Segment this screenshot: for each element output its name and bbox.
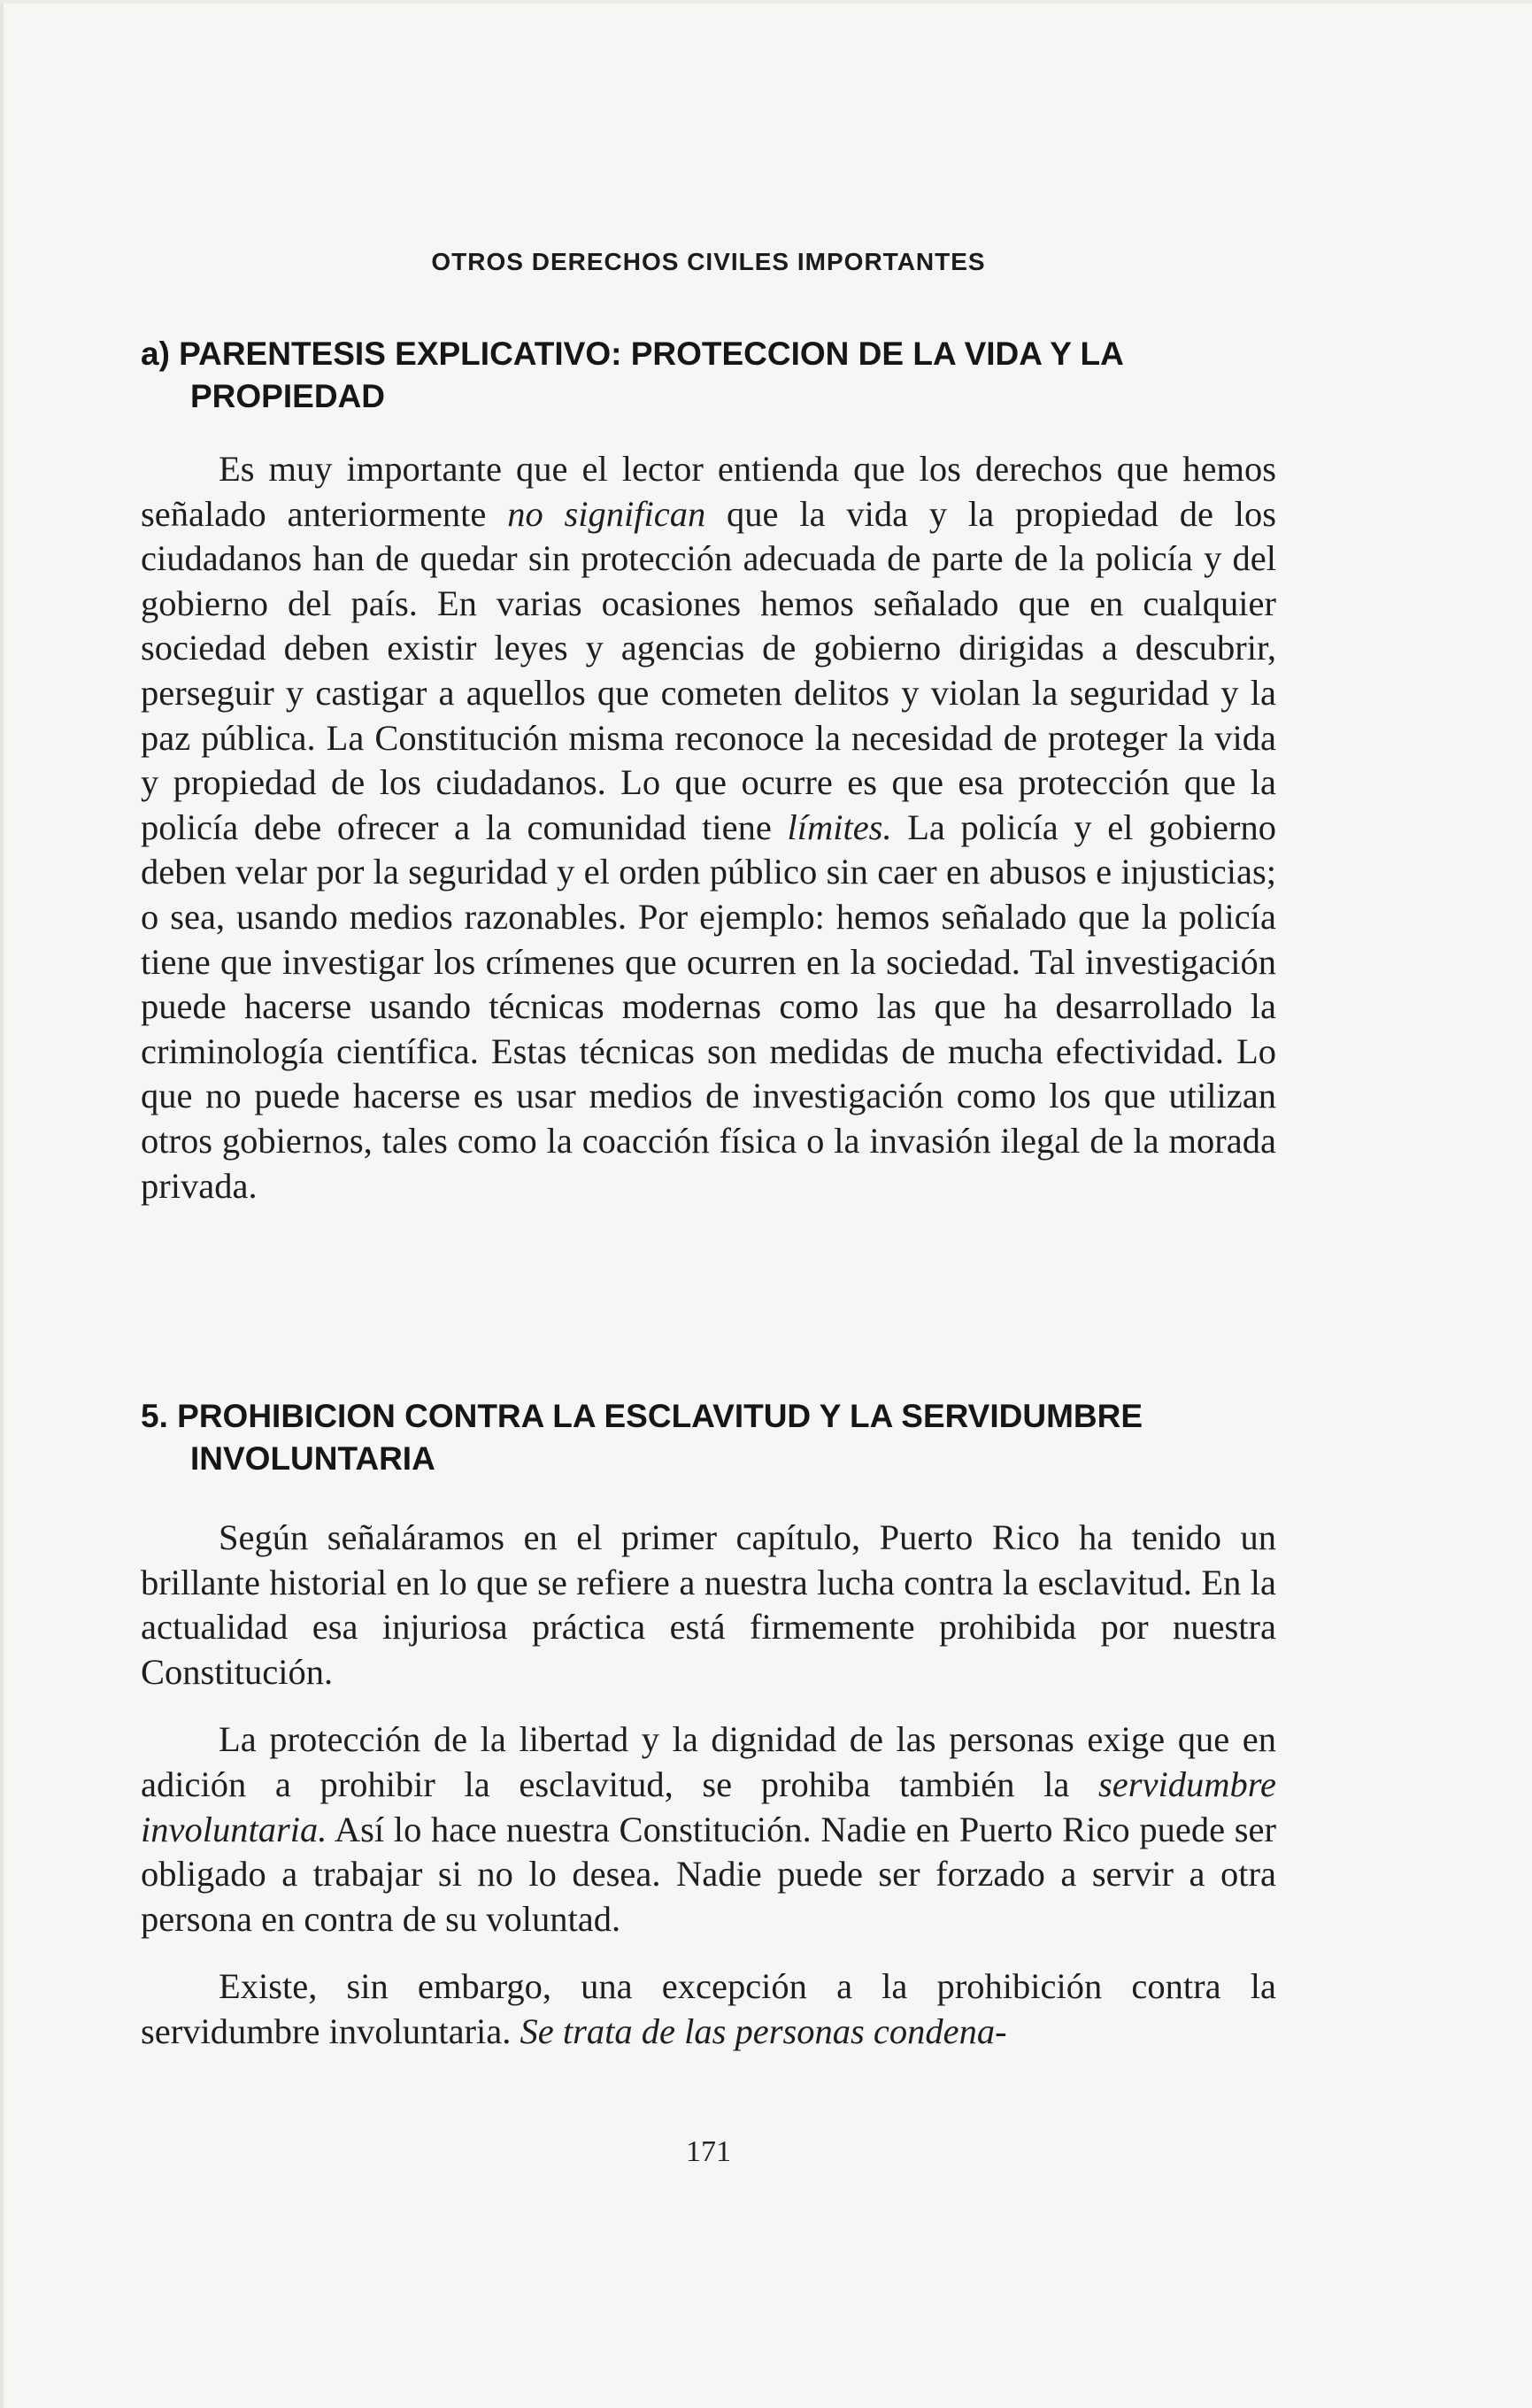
section-5-heading: 5. PROHIBICION CONTRA LA ESCLAVITUD Y LA SERVIDUMBRE INVOLUNTARIA [141, 1398, 1143, 1477]
section-a-body [141, 447, 1276, 1208]
italic-run: no significan [507, 493, 706, 534]
section-5-paragraph-1: Según señaláramos en el primer capítulo, Puerto Rico ha tenido un brillante historial en lo que se refiere a nuestra lucha contra la esclavitud. En la actualidad esa injuriosa práctica está firmemente prohibida por nuestra Constitución. [141, 1517, 1276, 1692]
text-run: La protección de la libertad y la dignidad de las personas exige que en adición a prohibir la esclavitud, se prohiba también la [141, 1719, 1276, 1804]
section-a-paragraph [141, 447, 1276, 1208]
section-5-paragraph-2 [141, 1717, 1276, 1941]
italic-run: límites. [787, 807, 892, 847]
text-run: Así lo hace nuestra Constitución. Nadie en Puerto Rico puede ser obligado a trabajar si no lo desea. Nadie puede ser forzado a servir a otra persona en contra de su voluntad. [141, 1809, 1276, 1939]
text-run: Existe, sin embargo, una excepción a la prohibición contra la servidumbre involuntaria. [141, 1966, 1276, 2051]
section-a-heading: a) PARENTESIS EXPLICATIVO: PROTECCION DE LA VIDA Y LA PROPIEDAD [141, 336, 1123, 414]
section-5-paragraph-3 [141, 1964, 1276, 2054]
italic-run: servidumbre involuntaria. [141, 1764, 1276, 1849]
text-run: que la vida y la propiedad de los ciudadanos han de quedar sin protección adecuada de parte de la policía y del gobierno del país. En varias ocasiones hemos señalado que en cualquier sociedad deben existir leyes y agencias de gobierno dirigidas a descubrir, perseguir y castigar a aquellos que cometen delitos y violan la seguridad y la paz pública. La Constitución misma reconoce la necesidad de proteger la vida y propiedad de los ciudadanos. Lo que ocurre es que esa protección que la policía debe ofrecer a la comunidad tiene [141, 493, 1277, 847]
running-head: OTROS DERECHOS CIVILES IMPORTANTES [431, 248, 986, 275]
page-number: 171 [686, 2135, 731, 2168]
text-run: Es muy importante que el lector entienda que los derechos que hemos señalado anteriormente [141, 449, 1276, 534]
text-run: La policía y el gobierno deben velar por la seguridad y el orden público sin caer en abusos e injusticias; o sea, usando medios razonables. Por ejemplo: hemos señalado que la policía tiene que investigar los crímenes que ocurren en la sociedad. Tal investigación puede hacerse usando técnicas modernas como las que ha desarrollado la criminología científica. Estas técnicas son medidas de mucha efectividad. Lo que no puede hacerse es usar medios de investigación como los que utilizan otros gobiernos, tales como la coacción física o la invasión ilegal de la morada privada. [141, 807, 1276, 1206]
italic-run: Se trata de las personas condena- [520, 2011, 1007, 2051]
section-5-body [141, 1516, 1276, 2055]
